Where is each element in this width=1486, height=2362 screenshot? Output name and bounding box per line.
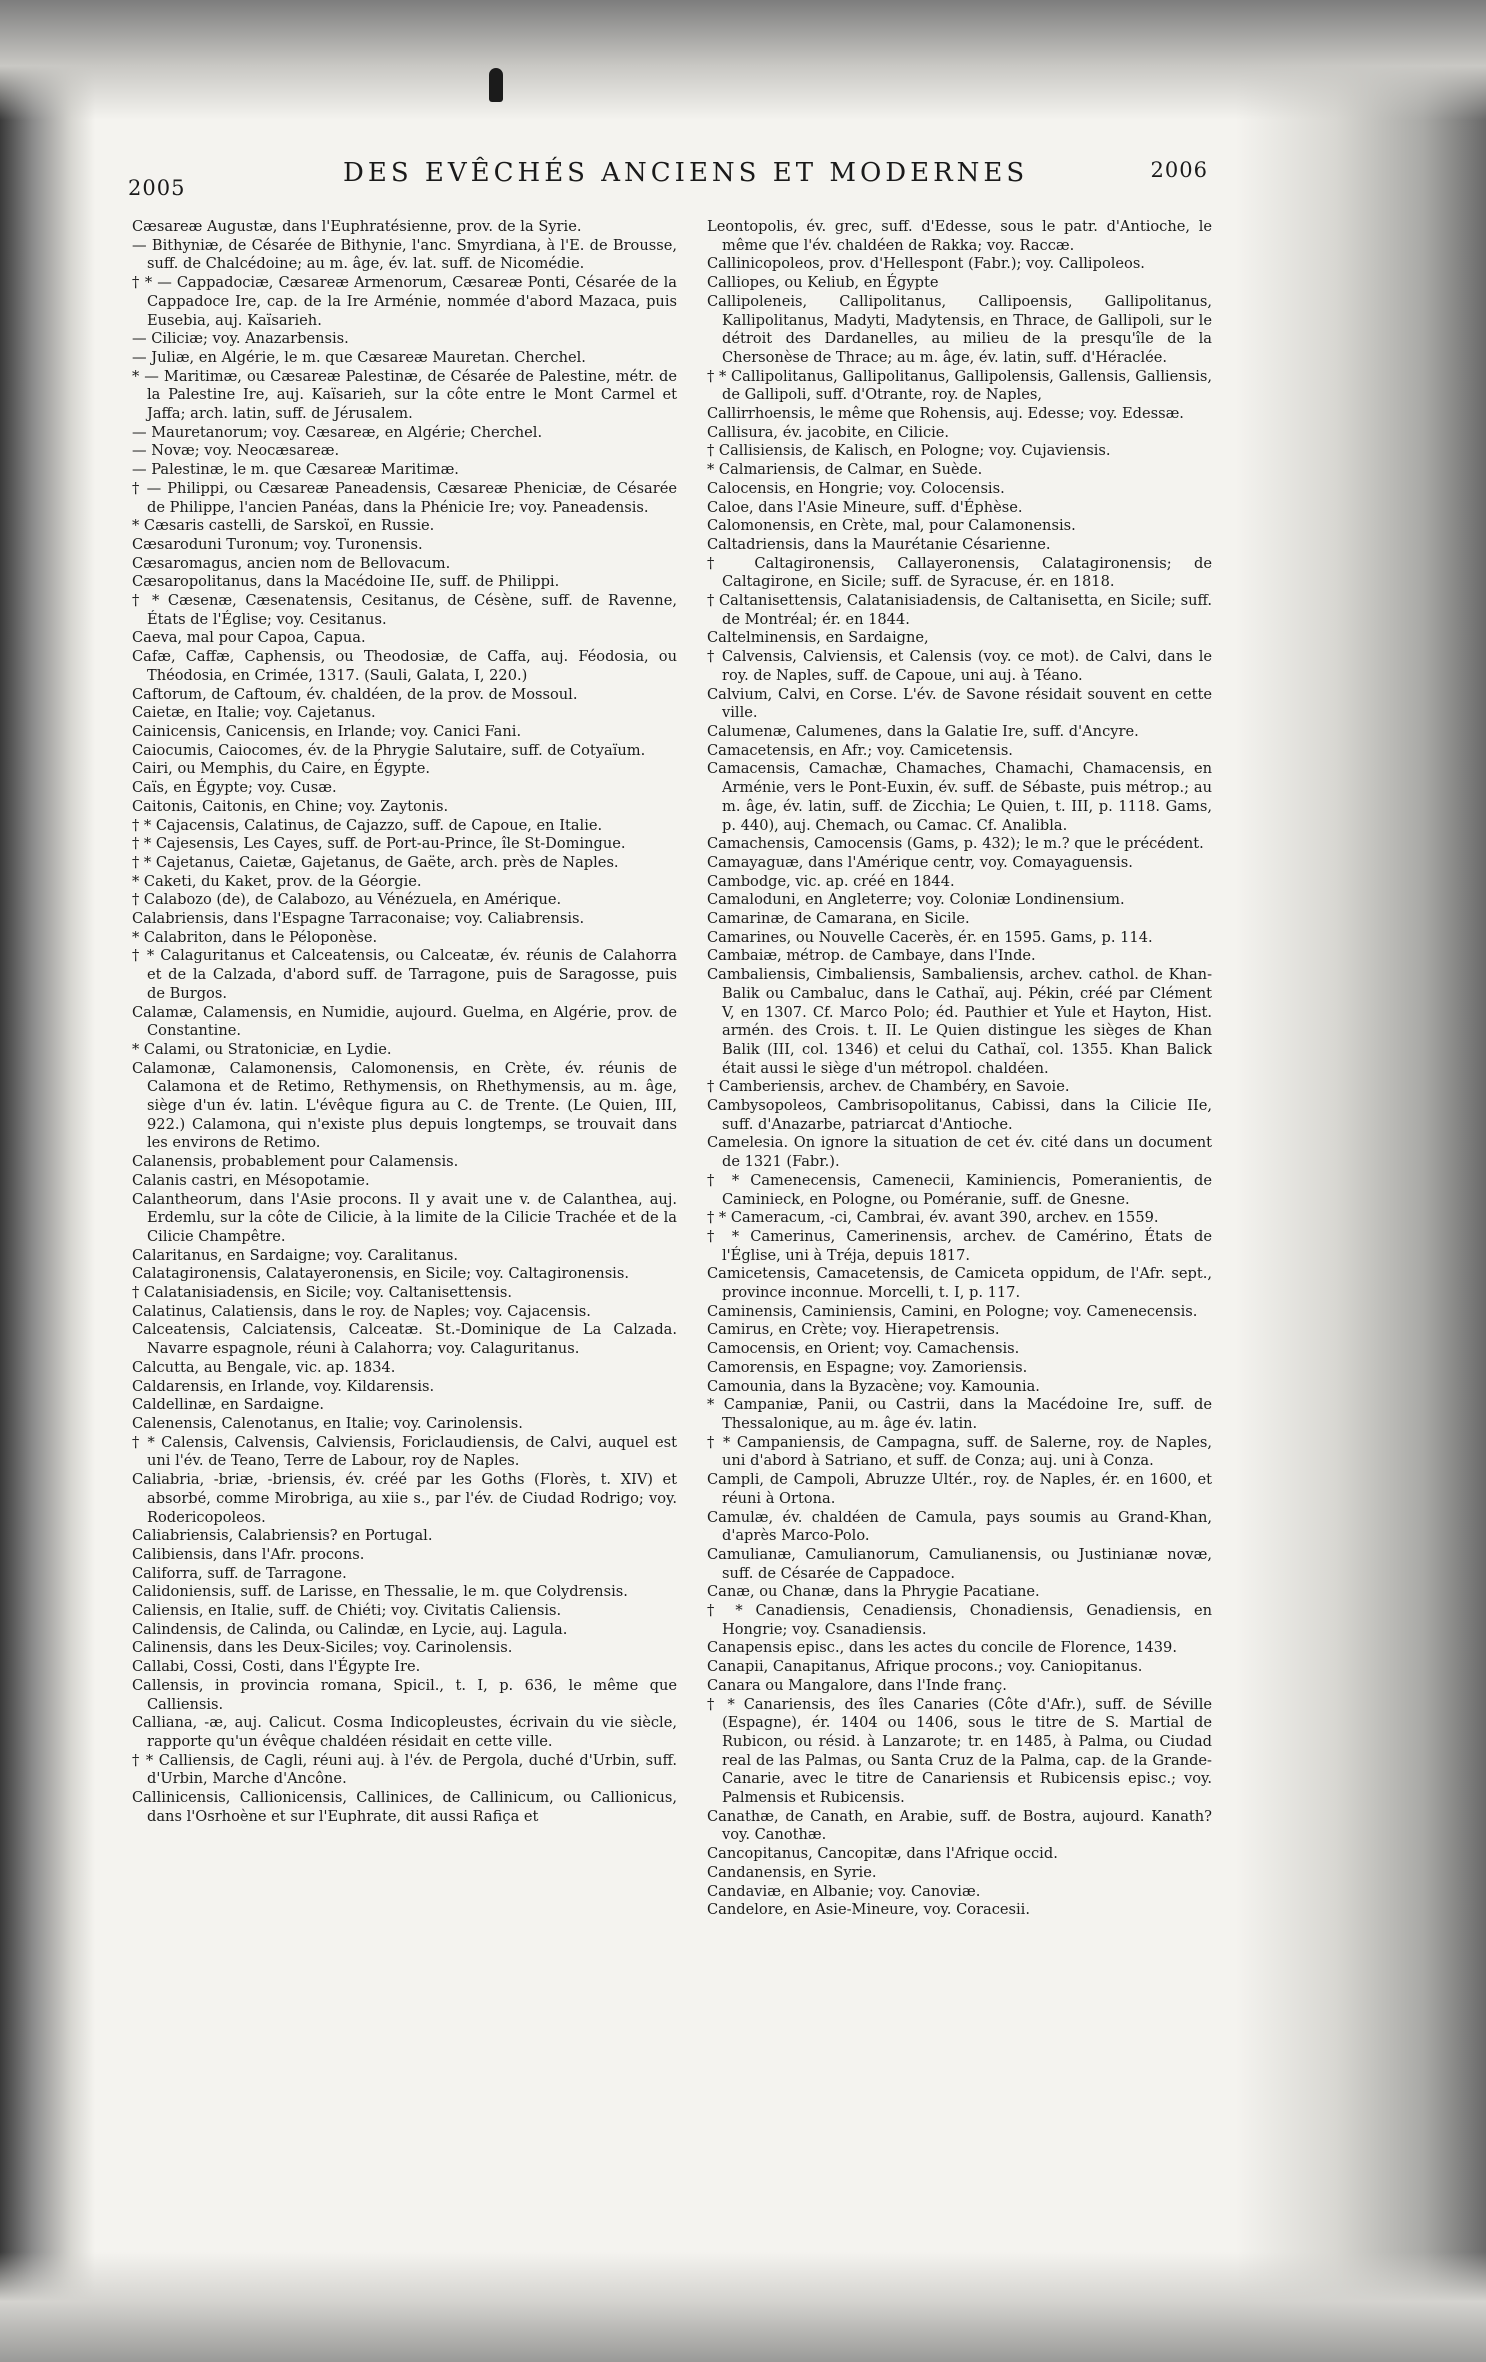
dictionary-entry: Caldellinæ, en Sardaigne. xyxy=(132,1396,324,1414)
dictionary-entry: Cæsaromagus, ancien nom de Bellovacum. xyxy=(132,554,451,572)
dictionary-entry: Caliabriensis, Calabriensis? en Portugal. xyxy=(132,1527,433,1545)
dictionary-entry: Calocensis, en Hongrie; voy. Colocensis. xyxy=(707,479,1005,497)
dictionary-entry: † * Canariensis, des îles Canaries (Côte d'Afr.), suff. de Séville (Espagne), ér. 1404 ou 1406, sous le titre de S. Martial de Rubicon, ou résid. à Lanzarote; tr. en 1485, à Palma, ou Ciudad real de las Palmas, ou Santa Cruz de la Palma, cap. de la Grande-Canarie, avec le titre de Canariensis et Rubicensis episc.; voy. Palmensis et Rubicensis. xyxy=(707,1695,1212,1807)
dictionary-entry: † Caltagironensis, Callayeronensis, Calatagironensis; de Caltagirone, en Sicile; suff. de Syracuse, ér. en 1818. xyxy=(707,554,1212,591)
dictionary-entry: Caeva, mal pour Capoa, Capua. xyxy=(132,629,366,647)
dictionary-entry: Caliabria, -briæ, -briensis, év. créé par les Goths (Florès, t. XIV) et absorbé, comme Mirobriga, au xiie s., par l'év. de Ciudad Rodrigo; voy. Rodericopoleos. xyxy=(132,1471,677,1526)
dictionary-entry: Camulianæ, Camulianorum, Camulianensis, ou Justinianæ novæ, suff. de Césarée de Cappadoce. xyxy=(707,1545,1212,1582)
dictionary-entry: Caïs, en Égypte; voy. Cusæ. xyxy=(132,779,337,797)
dictionary-entry: Camaloduni, en Angleterre; voy. Coloniæ Londinensium. xyxy=(707,891,1125,909)
dictionary-entry: Caltadriensis, dans la Maurétanie Césarienne. xyxy=(707,535,1051,553)
dictionary-entry: Canapensis episc., dans les actes du concile de Florence, 1439. xyxy=(707,1639,1177,1657)
dictionary-entry: Cæsaroduni Turonum; voy. Turonensis. xyxy=(132,535,423,553)
ink-blot xyxy=(489,68,503,102)
dictionary-entry: † * Cajesensis, Les Cayes, suff. de Port-au-Prince, île St-Domingue. xyxy=(132,835,626,853)
dictionary-entry: † Camberiensis, archev. de Chambéry, en Savoie. xyxy=(707,1078,1070,1096)
dictionary-entry: † * Callipolitanus, Gallipolitanus, Gallipolensis, Gallensis, Galliensis, de Gallipoli, suff. d'Otrante, roy. de Naples, xyxy=(707,367,1212,404)
dictionary-entry: Canathæ, de Canath, en Arabie, suff. de Bostra, aujourd. Kanath? voy. Canothæ. xyxy=(707,1807,1212,1844)
dictionary-entry: Caminensis, Caminiensis, Camini, en Pologne; voy. Camenecensis. xyxy=(707,1302,1198,1320)
dictionary-entry: — Ciliciæ; voy. Anazarbensis. xyxy=(132,330,349,348)
dictionary-entry: * — Maritimæ, ou Cæsareæ Palestinæ, de Césarée de Palestine, métr. de la Palestine Ire, auj. Kaïsarieh, sur la côte entre le Mont Carmel et Jaffa; arch. latin, suff. de Jérusalem. xyxy=(132,367,677,423)
dictionary-entry: † Calabozo (de), de Calabozo, au Vénézuela, en Amérique. xyxy=(132,891,562,909)
dictionary-entry: Caietæ, en Italie; voy. Cajetanus. xyxy=(132,704,376,722)
page-header xyxy=(128,148,1208,200)
left-column xyxy=(132,218,677,1826)
dictionary-entry: Calabriensis, dans l'Espagne Tarraconaise; voy. Caliabrensis. xyxy=(132,910,585,928)
right-column xyxy=(707,218,1212,1920)
dictionary-entry: Caliensis, en Italie, suff. de Chiéti; voy. Civitatis Caliensis. xyxy=(132,1602,562,1620)
dictionary-entry: * Caketi, du Kaket, prov. de la Géorgie. xyxy=(132,872,422,890)
dictionary-entry: † * Cajetanus, Caietæ, Gajetanus, de Gaëte, arch. près de Naples. xyxy=(132,853,619,871)
dictionary-entry: Candelore, en Asie-Mineure, voy. Coracesii. xyxy=(707,1901,1030,1919)
dictionary-entry: Calvium, Calvi, en Corse. L'év. de Savone résidait souvent en cette ville. xyxy=(707,685,1212,722)
dictionary-entry: Camayaguæ, dans l'Amérique centr, voy. Comayaguensis. xyxy=(707,853,1133,871)
dictionary-entry: Camarines, ou Nouvelle Cacerès, ér. en 1595. Gams, p. 114. xyxy=(707,928,1153,946)
dictionary-entry: Camulæ, év. chaldéen de Camula, pays soumis au Grand-Khan, d'après Marco-Polo. xyxy=(707,1508,1212,1545)
page-number-right: 2006 xyxy=(1150,158,1208,182)
dictionary-entry: Calomonensis, en Crète, mal, pour Calamonensis. xyxy=(707,517,1076,535)
dictionary-entry: Camelesia. On ignore la situation de cet év. cité dans un document de 1321 (Fabr.). xyxy=(707,1134,1212,1171)
dictionary-entry: Camarinæ, de Camarana, en Sicile. xyxy=(707,910,970,928)
dictionary-entry: Calindensis, de Calinda, ou Calindæ, en Lycie, auj. Lagula. xyxy=(132,1620,568,1638)
dictionary-entry: † * Campaniensis, de Campagna, suff. de Salerne, roy. de Naples, uni d'abord à Satriano, et suff. de Conza; auj. uni à Conza. xyxy=(707,1433,1212,1470)
dictionary-entry: Calatagironensis, Calatayeronensis, en Sicile; voy. Caltagironensis. xyxy=(132,1265,629,1283)
dictionary-entry: Calenensis, Calenotanus, en Italie; voy. Carinolensis. xyxy=(132,1415,523,1432)
dictionary-entry: Cambodge, vic. ap. créé en 1844. xyxy=(707,872,955,890)
dictionary-entry: Calceatensis, Calciatensis, Calceatæ. St.-Dominique de La Calzada. Navarre espagnole, réuni à Calahorra; voy. Calaguritanus. xyxy=(132,1321,677,1358)
dictionary-entry: † * Cæsenæ, Cæsenatensis, Cesitanus, de Césène, suff. de Ravenne, États de l'Église; voy. Cesitanus. xyxy=(132,592,677,628)
dictionary-entry: Calumenæ, Calumenes, dans la Galatie Ire, suff. d'Ancyre. xyxy=(707,722,1139,740)
dictionary-entry: Calliopes, ou Keliub, en Égypte xyxy=(707,274,939,292)
dictionary-entry: † Caltanisettensis, Calatanisiadensis, de Caltanisetta, en Sicile; suff. de Montréal; ér. en 1844. xyxy=(707,592,1212,628)
dictionary-entry: † * — Cappadociæ, Cæsareæ Armenorum, Cæsareæ Ponti, Césarée de la Cappadoce Ire, cap. de la Ire Arménie, nommée d'abord Mazaca, puis Eusebia, auj. Kaïsarieh. xyxy=(132,274,677,329)
scan-shadow-bottom xyxy=(0,2252,1486,2362)
dictionary-entry: Calliana, -æ, auj. Calicut. Cosma Indicopleustes, écrivain du vie siècle, rapporte qu'un évêque chaldéen résidait en cette ville. xyxy=(132,1714,677,1750)
dictionary-entry: Caftorum, de Caftoum, év. chaldéen, de la prov. de Mossoul. xyxy=(132,685,578,703)
dictionary-entry: Calinensis, dans les Deux-Siciles; voy. Carinolensis. xyxy=(132,1639,513,1657)
dictionary-entry: Cancopitanus, Cancopitæ, dans l'Afrique occid. xyxy=(707,1845,1058,1863)
dictionary-entry: Callinicensis, Callionicensis, Callinices, de Callinicum, ou Callionicus, dans l'Osrhoène et sur l'Euphrate, dit aussi Rafiça et xyxy=(132,1789,677,1825)
dictionary-entry: † — Philippi, ou Cæsareæ Paneadensis, Cæsareæ Pheniciæ, de Césarée de Philippe, l'ancien Panéas, dans la Phénicie Ire; voy. Paneadensis. xyxy=(132,479,677,516)
dictionary-entry: † Callisiensis, de Kalisch, en Pologne; voy. Cujaviensis. xyxy=(707,442,1111,460)
dictionary-entry: Caldarensis, en Irlande, voy. Kildarensis. xyxy=(132,1377,435,1395)
dictionary-entry: Callisura, év. jacobite, en Cilicie. xyxy=(707,423,950,441)
dictionary-entry: Calidoniensis, suff. de Larisse, en Thessalie, le m. que Colydrensis. xyxy=(132,1583,628,1601)
dictionary-entry: Camocensis, en Orient; voy. Camachensis. xyxy=(707,1340,1020,1358)
dictionary-entry: Callinicopoleos, prov. d'Hellespont (Fabr.); voy. Callipoleos. xyxy=(707,255,1145,273)
dictionary-entry: † Calatanisiadensis, en Sicile; voy. Caltanisettensis. xyxy=(132,1284,512,1302)
dictionary-entry: Camachensis, Camocensis (Gams, p. 432); le m.? que le précédent. xyxy=(707,835,1204,853)
dictionary-entry: Cæsaropolitanus, dans la Macédoine IIe, suff. de Philippi. xyxy=(132,573,560,591)
dictionary-entry: Candanensis, en Syrie. xyxy=(707,1863,877,1881)
dictionary-entry: Campli, de Campoli, Abruzze Ultér., roy. de Naples, ér. en 1600, et réuni à Ortona. xyxy=(707,1471,1212,1507)
dictionary-entry: Callensis, in provincia romana, Spicil., t. I, p. 636, le même que Calliensis. xyxy=(132,1676,677,1713)
dictionary-entry: Calanis castri, en Mésopotamie. xyxy=(132,1171,370,1189)
dictionary-entry: Leontopolis, év. grec, suff. d'Edesse, sous le patr. d'Antioche, le même que l'év. chaldéen de Rakka; voy. Raccæ. xyxy=(707,218,1212,254)
dictionary-entry: Califorra, suff. de Tarragone. xyxy=(132,1564,347,1582)
dictionary-entry: * Calabriton, dans le Péloponèse. xyxy=(132,928,378,946)
scan-shadow-left xyxy=(0,0,95,2362)
dictionary-entry: † * Camerinus, Camerinensis, archev. de Camérino, États de l'Église, uni à Tréja, depuis 1817. xyxy=(707,1227,1212,1264)
dictionary-entry: Cambysopoleos, Cambrisopolitanus, Cabissi, dans la Cilicie IIe, suff. d'Anazarbe, patriarcat d'Antioche. xyxy=(707,1097,1212,1133)
scan-shadow-top xyxy=(0,0,1486,120)
dictionary-entry: Cairi, ou Memphis, du Caire, en Égypte. xyxy=(132,760,431,778)
dictionary-entry: † * Calliensis, de Cagli, réuni auj. à l'év. de Pergola, duché d'Urbin, suff. d'Urbin, Marche d'Ancône. xyxy=(132,1751,677,1788)
dictionary-entry: Caiocumis, Caiocomes, év. de la Phrygie Salutaire, suff. de Cotyaïum. xyxy=(132,741,646,759)
dictionary-entry: Calanensis, probablement pour Calamensis. xyxy=(132,1153,459,1171)
dictionary-entry: Caltelminensis, en Sardaigne, xyxy=(707,629,929,647)
dictionary-entry: Camorensis, en Espagne; voy. Zamoriensis. xyxy=(707,1358,1028,1376)
dictionary-entry: † * Canadiensis, Cenadiensis, Chonadiensis, Genadiensis, en Hongrie; voy. Csanadiensis. xyxy=(707,1602,1212,1638)
dictionary-entry: Cambaiæ, métrop. de Cambaye, dans l'Inde. xyxy=(707,947,1036,965)
scan-shadow-right xyxy=(1236,0,1486,2362)
dictionary-entry: — Palestinæ, le m. que Cæsareæ Maritimæ. xyxy=(132,461,459,479)
dictionary-entry: — Juliæ, en Algérie, le m. que Cæsareæ Mauretan. Cherchel. xyxy=(132,348,586,366)
dictionary-entry: Camicetensis, Camacetensis, de Camiceta oppidum, de l'Afr. sept., province inconnue. Morcelli, t. I, p. 117. xyxy=(707,1265,1212,1302)
dictionary-entry: Camounia, dans la Byzacène; voy. Kamounia. xyxy=(707,1377,1040,1395)
dictionary-entry: * Calami, ou Stratoniciæ, en Lydie. xyxy=(132,1040,392,1058)
dictionary-entry: Cainicensis, Canicensis, en Irlande; voy. Canici Fani. xyxy=(132,722,522,740)
running-title: DES EVÊCHÉS ANCIENS ET MODERNES xyxy=(343,158,1029,188)
dictionary-entry: † * Camenecensis, Camenecii, Kaminiencis, Pomeranientis, de Caminieck, en Pologne, ou Poméranie, suff. de Gnesne. xyxy=(707,1171,1212,1208)
dictionary-entry: Calantheorum, dans l'Asie procons. Il y avait une v. de Calanthea, auj. Erdemlu, sur la côte de Cilicie, à la limite de la Cilicie Trachée et de la Cilicie Champêtre. xyxy=(132,1190,677,1245)
dictionary-entry: Camirus, en Crète; voy. Hierapetrensis. xyxy=(707,1321,1000,1339)
dictionary-entry: Camacensis, Camachæ, Chamaches, Chamachi, Chamacensis, en Arménie, vers le Pont-Euxin, év. suff. de Sébaste, puis métrop.; au m. âge, év. latin, suff. de Zicchia; Le Quien, t. III, p. 1118. Gams, p. 440), auj. Chemach, ou Camac. Cf. Analibla. xyxy=(707,760,1212,834)
dictionary-entry: Calaritanus, en Sardaigne; voy. Caralitanus. xyxy=(132,1246,458,1264)
dictionary-entry: † * Calensis, Calvensis, Calviensis, Foriclaudiensis, de Calvi, auquel est uni l'év. de Teano, Terre de Labour, roy de Naples. xyxy=(132,1433,677,1470)
page-number-left: 2005 xyxy=(128,176,186,200)
dictionary-entry: Calatinus, Calatiensis, dans le roy. de Naples; voy. Cajacensis. xyxy=(132,1302,591,1320)
dictionary-entry: Candaviæ, en Albanie; voy. Canoviæ. xyxy=(707,1882,981,1900)
dictionary-entry: * Cæsaris castelli, de Sarskoï, en Russie. xyxy=(132,517,435,535)
dictionary-entry: * Campaniæ, Panii, ou Castrii, dans la Macédoine Ire, suff. de Thessalonique, au m. âge év. latin. xyxy=(707,1396,1212,1432)
dictionary-entry: † * Cameracum, -ci, Cambrai, év. avant 390, archev. en 1559. xyxy=(707,1209,1159,1227)
dictionary-entry: Callipoleneis, Callipolitanus, Callipoensis, Gallipolitanus, Kallipolitanus, Madyti, Madytensis, en Thrace, de Gallipoli, sur le détroit des Dardanelles, au milieu de la presqu'île de la Chersonèse de Thrace; au m. âge, év. latin, suff. d'Héraclée. xyxy=(707,292,1212,366)
dictionary-entry: Canapii, Canapitanus, Afrique procons.; voy. Caniopitanus. xyxy=(707,1658,1143,1676)
dictionary-entry: † * Cajacensis, Calatinus, de Cajazzo, suff. de Capoue, en Italie. xyxy=(132,816,603,834)
dictionary-entry: Camacetensis, en Afr.; voy. Camicetensis. xyxy=(707,741,1013,759)
dictionary-entry: Calcutta, au Bengale, vic. ap. 1834. xyxy=(132,1358,396,1376)
dictionary-entry: Calamæ, Calamensis, en Numidie, aujourd. Guelma, en Algérie, prov. de Constantine. xyxy=(132,1003,677,1040)
dictionary-entry: Cafæ, Caffæ, Caphensis, ou Theodosiæ, de Caffa, auj. Féodosia, ou Théodosia, en Crimée, 1317. (Sauli, Galata, I, 220.) xyxy=(132,648,677,684)
dictionary-entry: Calibiensis, dans l'Afr. procons. xyxy=(132,1545,365,1563)
dictionary-entry: Callirrhoensis, le même que Rohensis, auj. Edesse; voy. Edessæ. xyxy=(707,405,1184,423)
dictionary-entry: Canara ou Mangalore, dans l'Inde franç. xyxy=(707,1676,1007,1694)
dictionary-entry: * Calmariensis, de Calmar, en Suède. xyxy=(707,461,983,479)
dictionary-entry: Cæsareæ Augustæ, dans l'Euphratésienne, prov. de la Syrie. xyxy=(132,218,582,235)
dictionary-entry: Calamonæ, Calamonensis, Calomonensis, en Crète, év. réunis de Calamona et de Retimo, Rethymensis, on Rhethymensis, au m. âge, siège d'un év. latin. L'évêque figura au C. de Trente. (Le Quien, III, 922.) Calamona, qui n'existe plus depuis longtemps, se trouvait dans les environs de Retimo. xyxy=(132,1059,677,1152)
dictionary-entry: Canæ, ou Chanæ, dans la Phrygie Pacatiane. xyxy=(707,1583,1040,1601)
dictionary-entry: — Bithyniæ, de Césarée de Bithynie, l'anc. Smyrdiana, à l'E. de Brousse, suff. de Chalcédoine; au m. âge, év. lat. suff. de Nicomédie. xyxy=(132,236,677,273)
dictionary-entry: † Calvensis, Calviensis, et Calensis (voy. ce mot). de Calvi, dans le roy. de Naples, suff. de Capoue, uni auj. à Téano. xyxy=(707,648,1212,684)
dictionary-entry: — Mauretanorum; voy. Cæsareæ, en Algérie; Cherchel. xyxy=(132,423,543,441)
dictionary-entry: Caitonis, Caitonis, en Chine; voy. Zaytonis. xyxy=(132,797,449,815)
dictionary-entry: † * Calaguritanus et Calceatensis, ou Calceatæ, év. réunis de Calahorra et de la Calzada, d'abord suff. de Tarragone, puis de Saragosse, puis de Burgos. xyxy=(132,947,677,1002)
dictionary-entry: Cambaliensis, Cimbaliensis, Sambaliensis, archev. cathol. de Khan-Balik ou Cambaluc, dans le Cathaï, auj. Pékin, créé par Clément V, en 1307. Cf. Marco Polo; éd. Pauthier et Yule et Hayton, Hist. armén. des Crois. t. II. Le Quien distingue les sièges de Khan Balik (III, col. 1346) et celui du Cathaï, col. 1355. Khan Balick était aussi le siège d'un métropol. chaldéen. xyxy=(707,966,1212,1077)
dictionary-entry: Caloe, dans l'Asie Mineure, suff. d'Éphèse. xyxy=(707,498,1023,516)
dictionary-entry: — Novæ; voy. Neocæsareæ. xyxy=(132,442,340,460)
dictionary-entry: Callabi, Cossi, Costi, dans l'Égypte Ire. xyxy=(132,1658,421,1676)
